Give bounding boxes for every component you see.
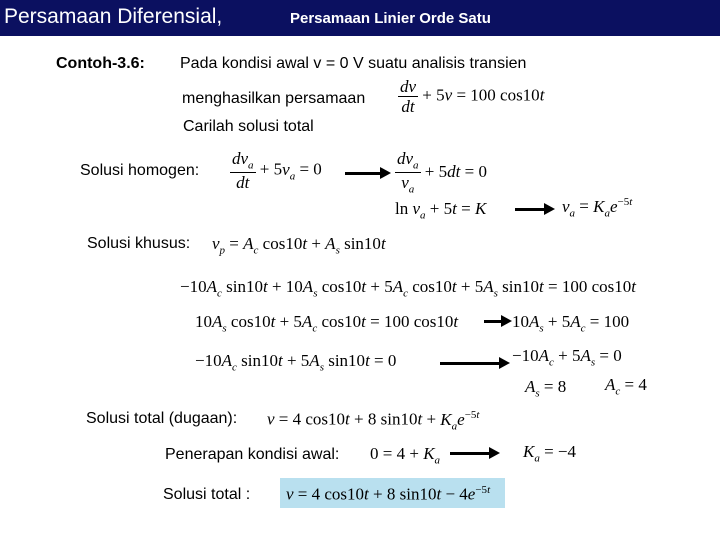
homogeneous-solution: $v_a = K_ae^{-5t}$ [562,196,633,220]
sin-terms: $-10A_c$ $\sin 10t + 5A_s$ sin10t = 0 [195,351,397,374]
particular-substitution: $-10A_c$ $\sin 10t + 10A_s$ $\cos 10t + 5A_c$ $\cos 10t + 5A_s$ sin10t = 100 cos10t [180,277,636,300]
initial-condition-label: Penerapan kondisi awal: [165,446,340,463]
arrow-initial [450,452,490,455]
total-solution-equation: v = 4 cos10t + 8 $\sin 10t - 4e^{-5t}$ [286,484,491,504]
sin-coefficients: $-10A_c + 5A_s = 0$ [512,346,622,369]
homogeneous-equation: $\frac{dv_a}{dt}$ + $5v_a = 0$ [232,149,322,193]
total-solution-label: Solusi total : [163,486,251,503]
coefficient-ac: $A_c = 4$ [605,375,647,398]
problem-statement: Pada kondisi awal v = 0 V suatu analisis transien [180,55,527,72]
example-label: Contoh-3.6: [56,55,145,72]
arrow-homogeneous-1 [345,172,381,175]
homogeneous-label: Solusi homogen: [80,162,200,179]
problem-equation-lead: menghasilkan persamaan [182,90,366,107]
arrow-sin [440,362,500,365]
cos-terms: $10A_s$ $\cos 10t + 5A_c$ cos10t = 100 cos10t [195,312,459,335]
particular-label: Solusi khusus: [87,235,191,252]
homogeneous-separated: $\frac{dv_a}{v_a}$ + 5dt = 0 [397,149,487,196]
arrow-homogeneous-2 [515,208,545,211]
title-main: Persamaan Diferensial, [4,5,223,28]
particular-form: $v_p = A_c$ $\cos 10t + A_s$ sin10t [212,234,386,257]
ka-value: $K_a = -4$ [523,442,577,465]
title-bar [0,0,720,36]
total-guess-equation: v = 4 cos10t + 8 $\sin 10t + K_ae^{-5t}$ [267,409,480,433]
cos-coefficients: $10A_s + 5A_c = 100$ [512,312,630,335]
initial-condition-equation: $0 = 4 + K_a$ [370,444,441,467]
coefficient-as: $A_s = 8$ [525,377,567,400]
total-guess-label: Solusi total (dugaan): [86,410,238,427]
title-sub: Persamaan Linier Orde Satu [290,10,491,27]
task-text: Carilah solusi total [183,118,314,135]
homogeneous-log: $\ln v_a + 5t = K$ [395,199,487,222]
arrow-cos [484,320,502,323]
given-equation: $\frac{dv}{dt}$ + 5v = 100 cos10t [400,77,545,116]
